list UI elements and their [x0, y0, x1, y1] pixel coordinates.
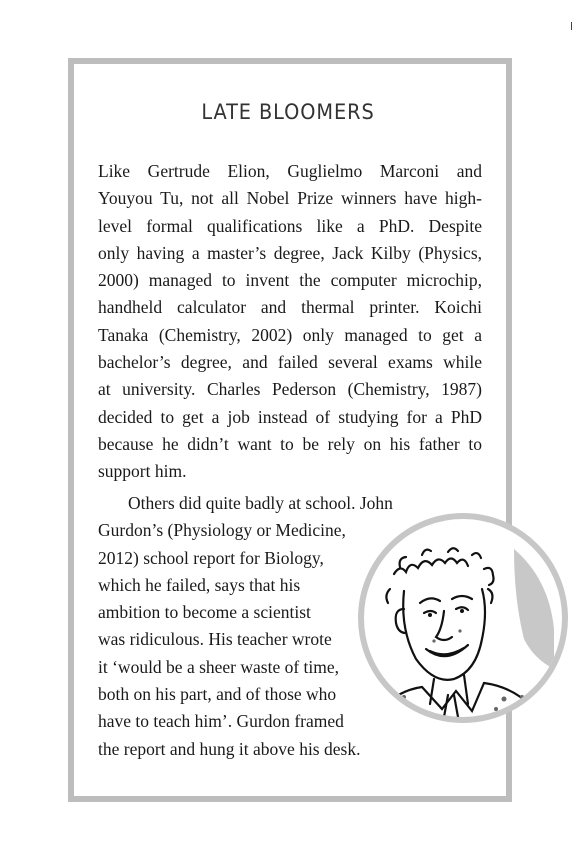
paragraph-2 — [98, 490, 393, 763]
crop-mark — [571, 22, 572, 30]
sidebar-title: LATE BLOOMERS — [201, 100, 375, 124]
text-line: the report and hung it above his desk. — [98, 738, 361, 759]
text-line: Tanaka (Chemistry, 2002) only managed to get a — [98, 324, 482, 345]
text-line: level formal qualifications like a PhD. Despite — [98, 215, 482, 236]
text-line: Others did quite badly at school. John — [128, 493, 393, 513]
text-line: have to teach him’. Gurdon framed — [98, 711, 344, 732]
portrait-sketch-icon — [364, 519, 562, 717]
text-line: handheld calculator and thermal printer. Koichi — [98, 297, 482, 318]
text-line: was ridiculous. His teacher wrote — [98, 629, 332, 650]
portrait-illustration — [358, 513, 568, 723]
text-line: support him. — [98, 461, 187, 482]
text-line: 2012) school report for Biology, — [98, 547, 324, 568]
text-line: Gurdon’s (Physiology or Medicine, — [98, 520, 346, 541]
text-line: ambition to become a scientist — [98, 602, 311, 623]
text-line: bachelor’s degree, and failed several exams while — [98, 352, 482, 373]
text-line: which he failed, says that his — [98, 574, 301, 595]
text-line: at university. Charles Pederson (Chemistry, 1987) — [98, 379, 482, 400]
text-line: only having a master’s degree, Jack Kilby (Physics, — [98, 242, 482, 263]
text-line: both on his part, and of those who — [98, 684, 337, 705]
text-line: because he didn’t want to be rely on his father to — [98, 433, 482, 454]
text-line: Youyou Tu, not all Nobel Prize winners have high- — [98, 188, 482, 209]
text-line: decided to get a job instead of studying for a PhD — [98, 406, 482, 427]
text-line: Like Gertrude Elion, Guglielmo Marconi and — [98, 161, 482, 181]
paragraph-1 — [98, 158, 482, 486]
text-line: it ‘would be a sheer waste of time, — [98, 656, 340, 677]
text-line: 2000) managed to invent the computer microchip, — [98, 270, 482, 291]
